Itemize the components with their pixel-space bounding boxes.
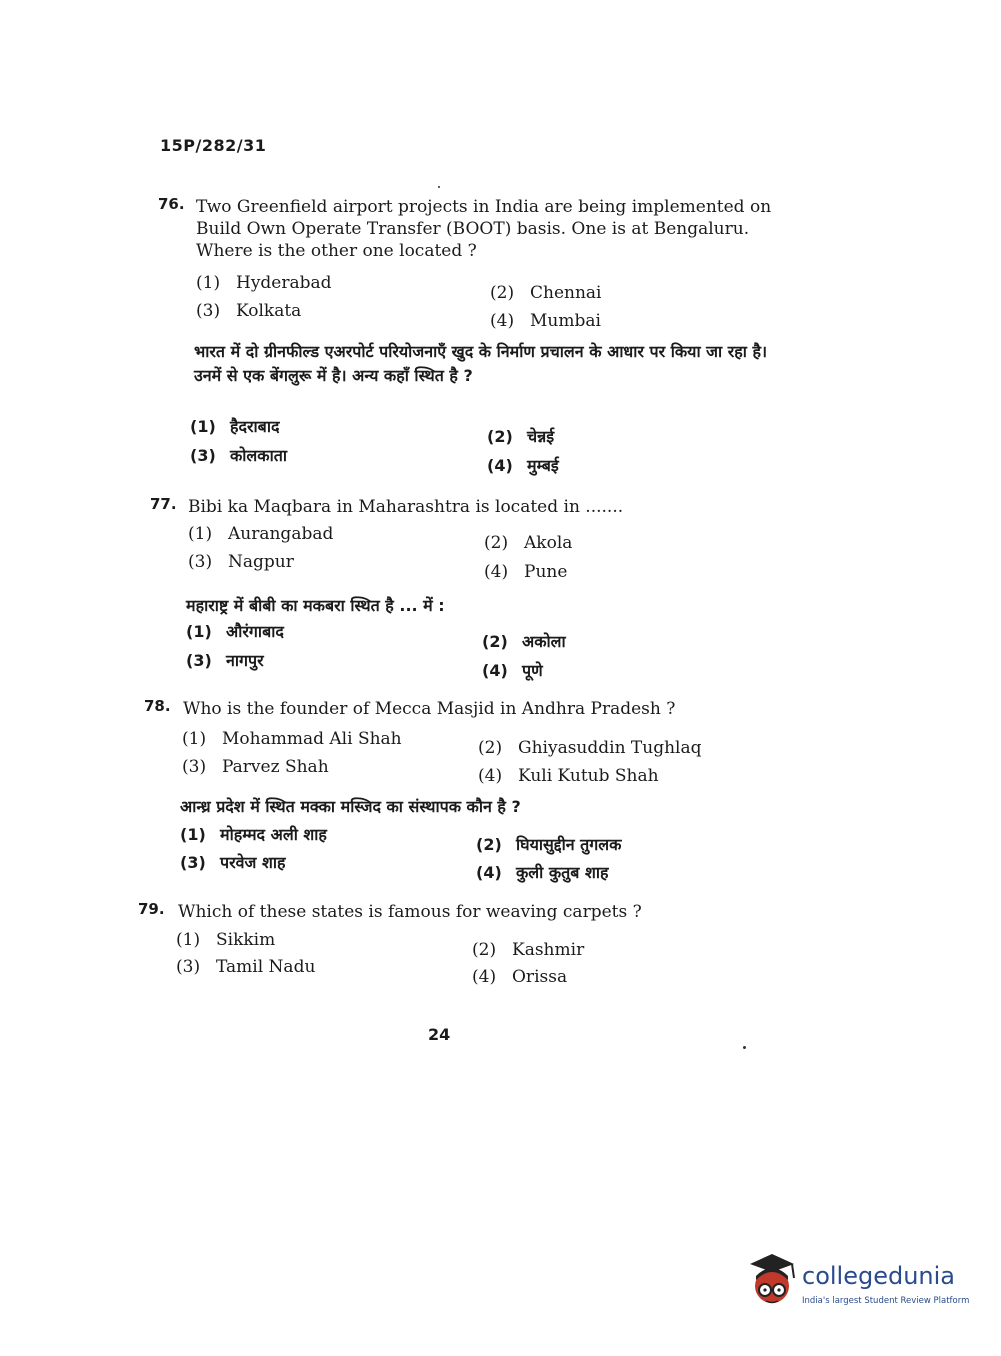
hindi-option-2: (2) अकोला	[482, 632, 566, 651]
question-text-hindi: भारत में दो ग्रीनफील्ड एअरपोर्ट परियोजनाएँ खुद के निर्माण प्रचालन के आधार पर किया जा रहा है। उनमें से एक बेंगलुरू में है। अन्य कहाँ स्थित है ?	[194, 342, 768, 385]
scan-speck	[743, 1046, 746, 1049]
hindi-option-4: (4) पूणे	[482, 661, 543, 680]
option-2: (2) Kashmir	[472, 940, 585, 960]
brand-name: collegedunia	[802, 1262, 956, 1290]
collegedunia-watermark	[742, 1250, 972, 1312]
question-number: 76.	[158, 195, 185, 213]
option-1: (1) Aurangabad	[188, 524, 334, 544]
option-3: (3) Nagpur	[188, 552, 294, 572]
hindi-option-1: (1) औरंगाबाद	[186, 622, 284, 641]
option-4: (4) Kuli Kutub Shah	[478, 766, 659, 786]
option-2: (2) Akola	[484, 533, 573, 553]
option-3: (3) Tamil Nadu	[176, 957, 316, 977]
option-1: (1) Hyderabad	[196, 273, 332, 293]
hindi-option-1: (1) मोहम्मद अली शाह	[180, 825, 327, 844]
brand-tagline: India's largest Student Review Platform	[802, 1296, 970, 1306]
question-number: 79.	[138, 900, 165, 918]
question-text: Who is the founder of Mecca Masjid in Andhra Pradesh ?	[183, 699, 676, 719]
hindi-option-1: (1) हैदराबाद	[190, 417, 280, 436]
question-number: 77.	[150, 495, 177, 513]
page-number: 24	[428, 1025, 451, 1044]
hindi-option-4: (4) मुम्बई	[487, 456, 559, 475]
hindi-option-3: (3) नागपुर	[186, 651, 264, 670]
option-4: (4) Mumbai	[490, 311, 601, 331]
option-3: (3) Kolkata	[196, 301, 302, 321]
option-4: (4) Pune	[484, 562, 568, 582]
option-2: (2) Chennai	[490, 283, 602, 303]
question-text: Which of these states is famous for weaving carpets ?	[178, 902, 642, 922]
question-number: 78.	[144, 697, 171, 715]
question-text-hindi: महाराष्ट्र में बीबी का मकबरा स्थित है ... में :	[186, 596, 445, 615]
paper-code: 15P/282/31	[160, 136, 267, 155]
question-text: Two Greenfield airport projects in India are being implemented on Build Own Operate Transfer (BOOT) basis. One is at Bengaluru. Where is the other one located ?	[196, 197, 772, 261]
hindi-option-2: (2) चेन्नई	[487, 427, 555, 446]
student-mascot-icon	[742, 1250, 800, 1312]
option-4: (4) Orissa	[472, 967, 568, 987]
option-1: (1) Sikkim	[176, 930, 276, 950]
hindi-option-4: (4) कुली कुतुब शाह	[476, 863, 609, 882]
question-text-hindi: आन्ध्र प्रदेश में स्थित मक्का मस्जिद का संस्थापक कौन है ?	[180, 797, 521, 816]
hindi-option-3: (3) परवेज शाह	[180, 853, 286, 872]
hindi-option-3: (3) कोलकाता	[190, 446, 287, 465]
hindi-option-2: (2) घियासुद्दीन तुगलक	[476, 835, 622, 854]
scan-speck	[438, 186, 440, 188]
option-2: (2) Ghiyasuddin Tughlaq	[478, 738, 702, 758]
question-text: Bibi ka Maqbara in Maharashtra is located in .......	[188, 497, 624, 517]
option-3: (3) Parvez Shah	[182, 757, 329, 777]
option-1: (1) Mohammad Ali Shah	[182, 729, 402, 749]
